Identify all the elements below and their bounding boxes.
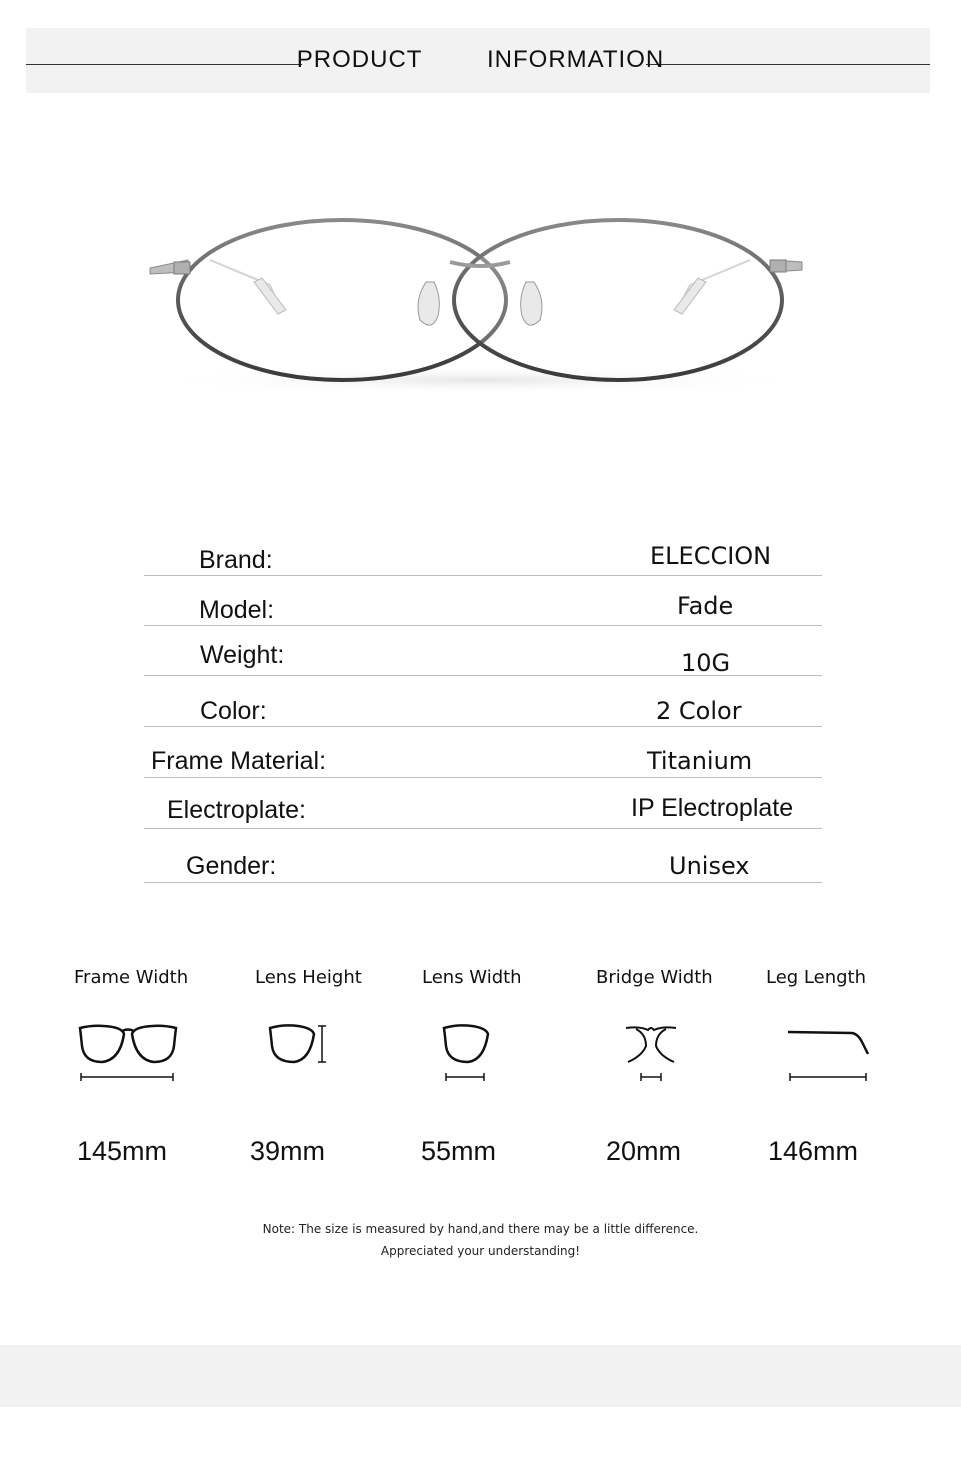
measure-value-frame-width: 145mm — [77, 1136, 168, 1166]
measure-value-lens-height: 39mm — [250, 1136, 326, 1166]
leg-length-icon — [786, 1020, 872, 1086]
frame-width-icon — [76, 1020, 180, 1086]
spec-label: Color: — [200, 697, 267, 725]
spec-row-color — [144, 676, 822, 727]
spec-row-frame-material — [144, 727, 822, 778]
spec-label: Weight: — [200, 641, 285, 669]
spec-value: Titanium — [647, 747, 753, 775]
spec-row-electroplate — [144, 778, 822, 829]
product-glasses-image — [130, 190, 830, 400]
spec-label: Brand: — [199, 546, 273, 574]
spec-value: Unisex — [669, 852, 750, 880]
measure-label-lens-width: Lens Width — [422, 967, 522, 988]
measure-label-leg-length: Leg Length — [766, 967, 867, 988]
spec-value: 10G — [681, 649, 731, 677]
measure-label-bridge-width: Bridge Width — [596, 967, 713, 988]
spec-row-gender — [144, 832, 822, 883]
spec-value: Fade — [677, 592, 734, 620]
page-title: PRODUCT INFORMATION — [296, 46, 665, 73]
spec-label: Electroplate: — [167, 796, 306, 824]
spec-label: Frame Material: — [151, 747, 327, 775]
measure-value-lens-width: 55mm — [421, 1136, 497, 1166]
note-line-1: Note: The size is measured by hand,and there may be a little difference. — [262, 1222, 699, 1236]
spec-row-weight — [144, 625, 822, 676]
spec-row-model — [144, 575, 822, 626]
spec-label: Model: — [199, 596, 275, 624]
bridge-width-icon — [622, 1020, 680, 1086]
note-line-2: Appreciated your understanding! — [380, 1244, 581, 1258]
spec-value: ELECCION — [650, 542, 772, 570]
measure-value-bridge-width: 20mm — [606, 1136, 682, 1166]
spec-value: 2 Color — [656, 697, 742, 725]
spec-label: Gender: — [186, 852, 277, 880]
footer-band — [0, 1345, 961, 1407]
measure-value-leg-length: 146mm — [768, 1136, 859, 1166]
spec-value: IP Electroplate — [631, 794, 794, 822]
lens-height-icon — [266, 1020, 332, 1070]
spec-row-brand — [144, 525, 822, 576]
measure-label-frame-width: Frame Width — [74, 967, 189, 988]
measure-label-lens-height: Lens Height — [255, 967, 362, 988]
lens-width-icon — [440, 1020, 494, 1086]
